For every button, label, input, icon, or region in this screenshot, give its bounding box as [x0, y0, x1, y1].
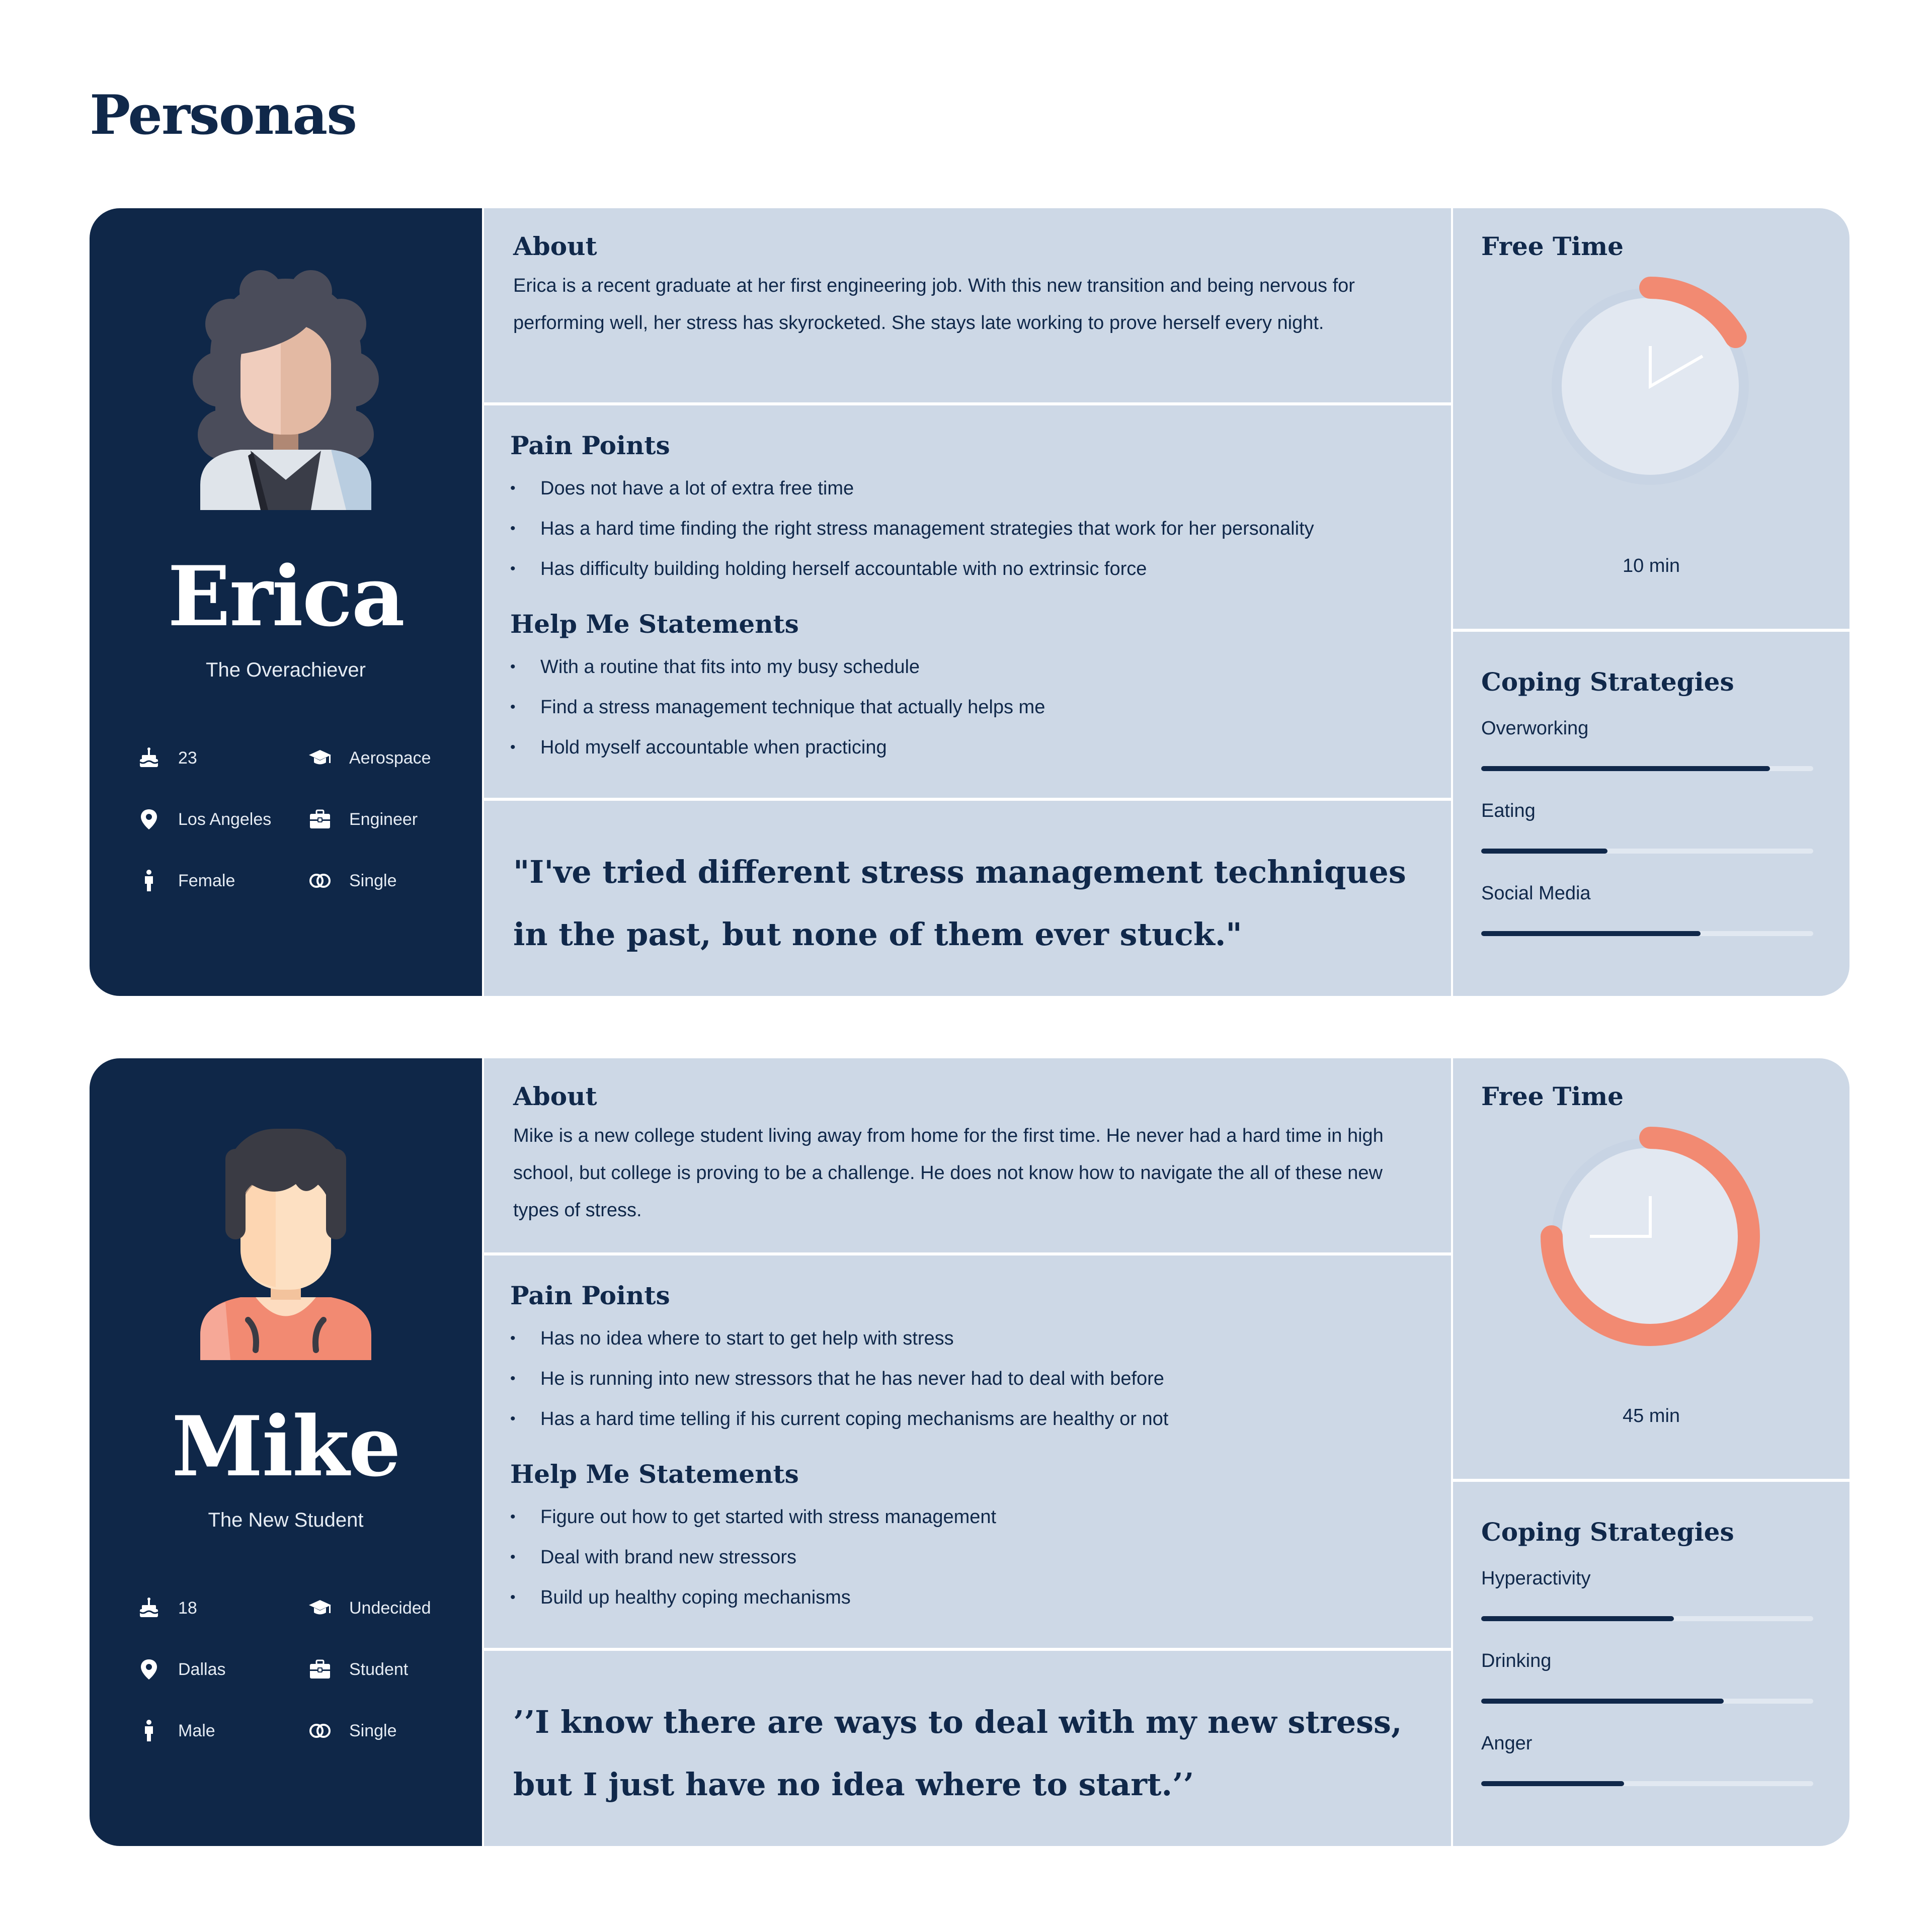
help-me-list [510, 1497, 1425, 1618]
coping-bar-track [1481, 1781, 1813, 1786]
coping-bars [1481, 719, 1849, 936]
help-me-title: Help Me Statements [510, 609, 799, 639]
coping-bar-fill [1481, 849, 1607, 854]
coping-bar-fill [1481, 1616, 1674, 1621]
list-item: • Find a stress management technique that actually helps me [510, 687, 1425, 727]
coping-strategies-panel [1453, 1482, 1849, 1846]
coping-label: Overworking [1481, 718, 1589, 739]
coping-bar-fill [1481, 1699, 1724, 1704]
person-icon [135, 867, 163, 895]
page-title: Personas [90, 83, 357, 147]
attribute-major-value: Undecided [349, 1598, 431, 1618]
briefcase-icon [306, 805, 334, 833]
persona-card-mike [90, 1058, 1849, 1846]
person-icon [135, 1717, 163, 1745]
rings-icon [306, 1717, 334, 1745]
list-item: • Deal with brand new stressors [510, 1537, 1425, 1577]
pain-points-panel [484, 405, 1451, 798]
attribute-job [306, 803, 457, 836]
coping-bar-track [1481, 1616, 1813, 1621]
list-item: • Figure out how to get started with stress management [510, 1497, 1425, 1537]
about-text: Mike is a new college student living away from home for the first time. He never had a hard time in high school, but college is proving to be a challenge. He does not know how to navigate the all of these new types of stress. [513, 1125, 1384, 1221]
attribute-location [135, 803, 306, 836]
graduation-cap-icon [306, 1594, 334, 1622]
list-item: • Hold myself accountable when practicing [510, 727, 1425, 768]
briefcase-icon [306, 1655, 334, 1684]
list-item: • Has no idea where to start to get help with stress [510, 1318, 1425, 1359]
help-me-title: Help Me Statements [510, 1459, 799, 1489]
pain-points-title: Pain Points [510, 1281, 670, 1310]
free-time-title: Free Time [1481, 231, 1624, 261]
coping-item [1481, 801, 1849, 854]
pain-points-list [510, 1318, 1425, 1439]
attribute-age-value: 23 [178, 748, 197, 768]
persona-name: Mike [172, 1398, 400, 1495]
coping-bar-track [1481, 766, 1813, 771]
persona-card-erica [90, 208, 1849, 996]
attribute-major-value: Aerospace [349, 748, 431, 768]
list-item: • With a routine that fits into my busy schedule [510, 647, 1425, 687]
attribute-relationship-value: Single [349, 871, 397, 890]
details-column [484, 208, 1451, 996]
persona-quote: "I've tried different stress management techniques in the past, but none of them ever stuck." [513, 854, 1406, 953]
pain-points-panel [484, 1255, 1451, 1648]
coping-label: Anger [1481, 1733, 1533, 1754]
coping-bar-fill [1481, 766, 1770, 771]
coping-label: Eating [1481, 800, 1536, 821]
list-item: • Build up healthy coping mechanisms [510, 1577, 1425, 1618]
about-text: Erica is a recent graduate at her first engineering job. With this new transition and being nervous for performing well, her stress has skyrocketed. She stays late working to prove herself every night. [513, 275, 1355, 333]
coping-bar-track [1481, 931, 1813, 936]
coping-label: Social Media [1481, 883, 1591, 904]
female-avatar-icon [185, 269, 386, 510]
list-item: • Has a hard time finding the right stress management strategies that work for her personality [510, 509, 1425, 549]
attribute-major [306, 741, 457, 775]
list-item: • Has a hard time telling if his current coping mechanisms are healthy or not [510, 1399, 1425, 1439]
coping-label: Drinking [1481, 1650, 1552, 1671]
about-panel [484, 208, 1451, 402]
list-item: • Does not have a lot of extra free time [510, 468, 1425, 509]
persona-role: The New Student [208, 1509, 364, 1531]
help-me-list [510, 647, 1425, 768]
attribute-gender [135, 1714, 306, 1747]
birthday-cake-icon [135, 744, 163, 772]
attribute-major [306, 1591, 457, 1625]
coping-bar-fill [1481, 1781, 1624, 1786]
free-time-title: Free Time [1481, 1081, 1624, 1111]
pain-points-title: Pain Points [510, 431, 670, 460]
location-pin-icon [135, 805, 163, 833]
list-item: • He is running into new stressors that he has never had to deal with before [510, 1359, 1425, 1399]
attribute-age [135, 1591, 306, 1625]
coping-bars [1481, 1569, 1849, 1786]
profile-panel [90, 1058, 482, 1846]
coping-bar-track [1481, 1699, 1813, 1704]
details-column [484, 1058, 1451, 1846]
coping-item [1481, 719, 1849, 771]
attribute-relationship [306, 864, 457, 897]
coping-strategies-panel [1453, 632, 1849, 996]
location-pin-icon [135, 1655, 163, 1684]
free-time-value: 10 min [1622, 555, 1680, 576]
persona-quote: ’’I know there are ways to deal with my new stress, but I just have no idea where to start.’’ [513, 1704, 1402, 1803]
stats-column [1453, 1058, 1849, 1846]
coping-title: Coping Strategies [1481, 667, 1734, 697]
pain-points-list [510, 468, 1425, 589]
free-time-panel [1453, 1058, 1849, 1479]
attribute-age-value: 18 [178, 1598, 197, 1618]
birthday-cake-icon [135, 1594, 163, 1622]
attribute-gender-value: Male [178, 1721, 215, 1740]
about-title: About [513, 231, 597, 261]
about-panel [484, 1058, 1451, 1252]
persona-attributes [135, 1591, 457, 1747]
attribute-job-value: Student [349, 1659, 409, 1679]
free-time-value: 45 min [1622, 1405, 1680, 1427]
coping-item [1481, 884, 1849, 936]
attribute-age [135, 741, 306, 775]
attribute-job [306, 1653, 457, 1686]
coping-item [1481, 1569, 1849, 1621]
persona-role: The Overachiever [206, 659, 366, 681]
coping-title: Coping Strategies [1481, 1517, 1734, 1547]
attribute-gender [135, 864, 306, 897]
coping-item [1481, 1651, 1849, 1704]
stats-column [1453, 208, 1849, 996]
attribute-relationship-value: Single [349, 1721, 397, 1740]
coping-bar-track [1481, 849, 1813, 854]
attribute-gender-value: Female [178, 871, 235, 890]
quote-panel [484, 1651, 1451, 1846]
free-time-panel [1453, 208, 1849, 629]
attribute-location [135, 1653, 306, 1686]
persona-name: Erica [168, 548, 404, 645]
rings-icon [306, 867, 334, 895]
list-item: • Has difficulty building holding herself accountable with no extrinsic force [510, 549, 1425, 589]
attribute-relationship [306, 1714, 457, 1747]
attribute-location-value: Dallas [178, 1659, 226, 1679]
attribute-job-value: Engineer [349, 809, 418, 829]
clock-icon [1540, 1126, 1761, 1347]
male-avatar-icon [185, 1119, 386, 1360]
coping-label: Hyperactivity [1481, 1568, 1591, 1589]
coping-bar-fill [1481, 931, 1701, 936]
profile-panel [90, 208, 482, 996]
persona-attributes [135, 741, 457, 897]
about-title: About [513, 1081, 597, 1111]
quote-panel [484, 801, 1451, 996]
graduation-cap-icon [306, 744, 334, 772]
attribute-location-value: Los Angeles [178, 809, 272, 829]
clock-icon [1540, 276, 1761, 497]
coping-item [1481, 1734, 1849, 1786]
